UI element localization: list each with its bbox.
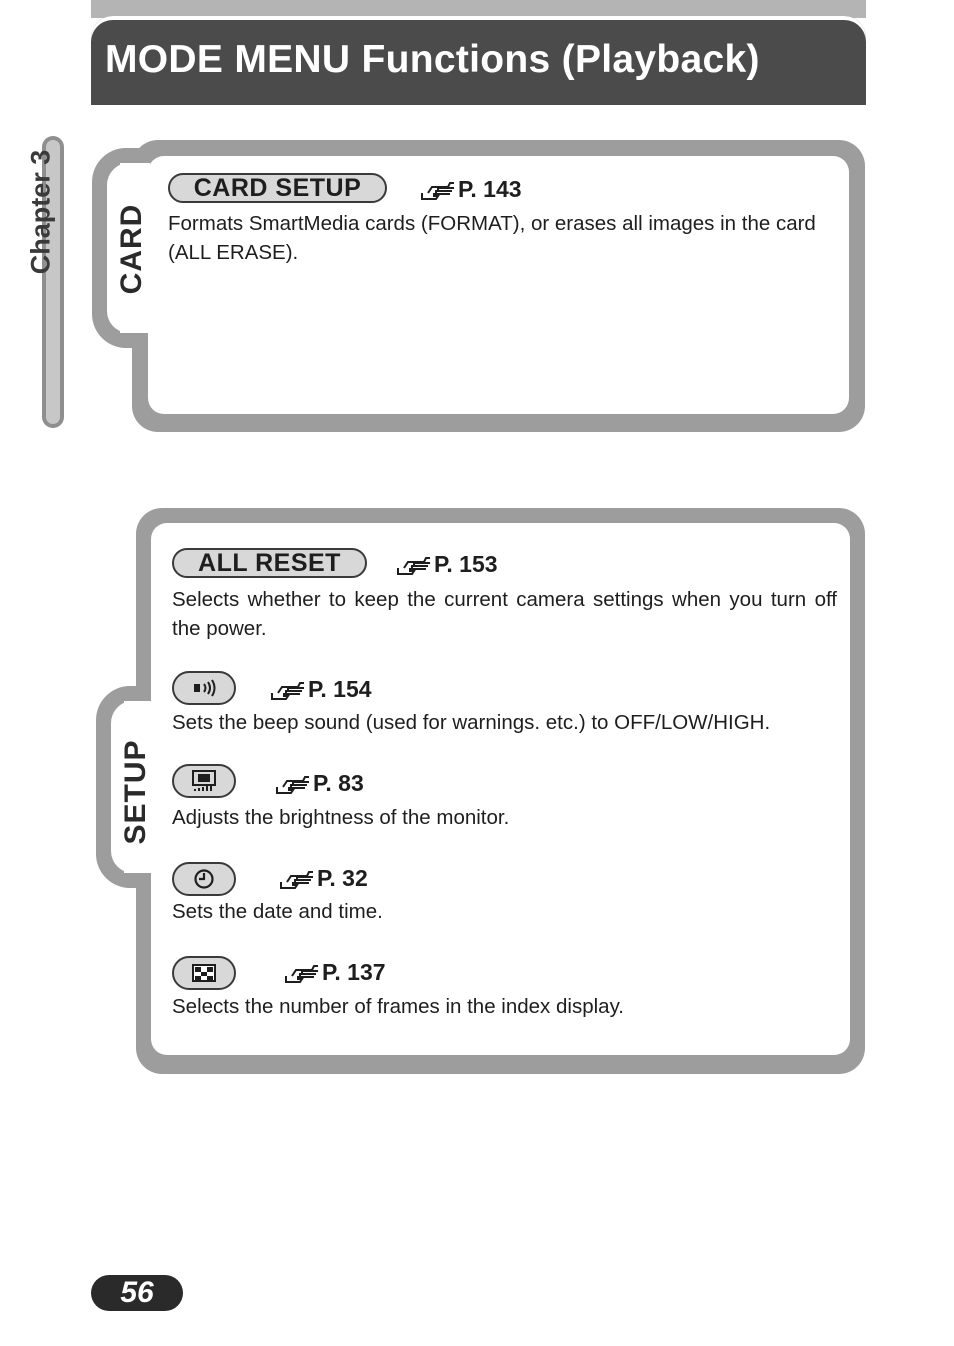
page-ref-icon [270,679,306,701]
beep-sound-icon [191,679,217,697]
beep-ref-text: P. 154 [308,676,372,702]
beep-ref [270,676,372,703]
index-ref-text: P. 137 [322,959,386,985]
clock-icon [193,868,215,890]
monitor-setting-pill [172,764,236,798]
page-ref-icon [396,554,432,576]
clock-ref [279,865,368,892]
card-setup-desc: Formats SmartMedia cards (FORMAT), or erases all images in the card (ALL ERASE). [168,212,816,264]
page-ref-icon [275,773,311,795]
page-title: MODE MENU Functions (Playback) [105,38,760,81]
monitor-desc: Adjusts the brightness of the monitor. [172,806,510,829]
monitor-brightness-icon [191,770,217,792]
all-reset-desc: Selects whether to keep the current camera settings when you turn off the power. [172,588,837,640]
card-setup-ref [420,176,522,203]
beep-desc: Sets the beep sound (used for warnings. etc.) to OFF/LOW/HIGH. [172,711,771,734]
card-setup-ref-text: P. 143 [458,176,522,202]
setup-tab-label: SETUP [119,739,152,845]
clock-desc: Sets the date and time. [172,900,383,923]
page-number: 56 [91,1275,183,1311]
monitor-ref-text: P. 83 [313,770,364,796]
chapter-label: Chapter 3 [25,149,56,275]
page-ref-icon [420,179,456,201]
clock-setting-pill [172,862,236,896]
beep-setting-pill [172,671,236,705]
card-tab-label: CARD [115,203,148,295]
card-setup-label: CARD SETUP [168,173,387,203]
page-ref-icon [284,962,320,984]
clock-ref-text: P. 32 [317,865,368,891]
all-reset-ref-text: P. 153 [434,551,498,577]
index-setting-pill [172,956,236,990]
all-reset-label: ALL RESET [172,548,367,578]
page-ref-icon [279,868,315,890]
monitor-ref [275,770,364,797]
index-ref [284,959,386,986]
all-reset-ref [396,551,498,578]
index-desc: Selects the number of frames in the index display. [172,995,624,1018]
index-display-icon [192,964,216,982]
